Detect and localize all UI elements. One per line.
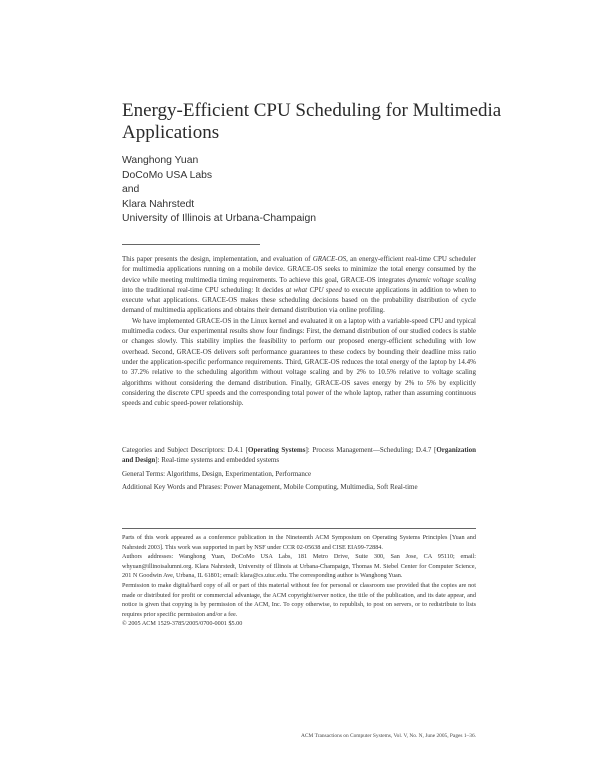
footnote-divider bbox=[122, 528, 476, 529]
footnote-permission: Permission to make digital/hard copy of all or part of this material without fee for personal or classroom use provided that the copies are not made or distributed for profit or commercial advantage, the ACM copyright/server notice, the title of the publication, and its date appear, and notice is given that copying is by permission of the ACM, Inc. To copy otherwise, to republish, to post on servers, or to redistribute to lists requires prior specific permission and/or a fee. bbox=[122, 581, 476, 618]
general-terms: General Terms: Algorithms, Design, Experimentation, Performance bbox=[122, 470, 312, 478]
author-name: Klara Nahrstedt bbox=[122, 198, 195, 210]
author-conjunction: and bbox=[122, 184, 140, 195]
author-affiliation: DoCoMo USA Labs bbox=[122, 169, 213, 181]
keywords: Additional Key Words and Phrases: Power Management, Mobile Computing, Multimedia, Soft Real-time bbox=[122, 483, 418, 491]
author-name: Wanghong Yuan bbox=[122, 155, 199, 166]
footnotes bbox=[122, 533, 476, 629]
abstract-divider bbox=[122, 244, 260, 245]
footnote-publication: Parts of this work appeared as a conference publication in the Nineteenth ACM Symposium on Operating Systems Principles [Yuan and Nahrstedt 2003]. This work was supported in part by NSF under CCR 02-05638 and CISE EIA99-72884. bbox=[122, 534, 476, 551]
abstract bbox=[122, 254, 476, 408]
footnote-addresses: Authors addresses: Wanghong Yuan, DoCoMo USA Labs, 181 Metro Drive, Suite 300, San Jose, CA 95110; email: whyuan@illinoisalumni.org. Klara Nahrstedt, University of Illinois at Urbana-Champaign, Thomas M. Siebel Center for Computer Science, 201 N Goodwin Ave, Urbana, IL 61801; email: klara@cs.uiuc.edu. The corresponding author is Wanghong Yuan. bbox=[122, 553, 476, 580]
running-footer: ACM Transactions on Computer Systems, Vol. V, No. N, June 2005, Pages 1–36. bbox=[301, 733, 476, 739]
paper-title: Energy-Efficient CPU Scheduling for Multimedia Applications bbox=[122, 100, 502, 143]
author-block bbox=[122, 154, 502, 227]
abstract-paragraph-1: This paper presents the design, implementation, and evaluation of GRACE-OS, an energy-efficient real-time CPU scheduler for multimedia applications running on a mobile device. GRACE-OS seeks to minimize the total energy consumed by the device while meeting multimedia timing requirements. To achieve this goal, GRACE-OS integrates dynamic voltage scaling into the traditional real-time CPU scheduling: It decides at what CPU speed to execute applications in addition to when to execute what applications. GRACE-OS makes these scheduling decisions based on the probability distribution of cycle demand of multimedia applications and obtains their demand distribution via online profiling. bbox=[122, 255, 476, 315]
abstract-paragraph-2: We have implemented GRACE-OS in the Linux kernel and evaluated it on a laptop with a variable-speed CPU and typical multimedia codecs. Our experimental results show four findings: First, the demand distribution of our studied codecs is stable or changes slowly. This stability implies the feasibility to perform our proposed energy-efficient scheduling with low overhead. Second, GRACE-OS delivers soft performance guarantees to these codecs by bounding their deadline miss ratio under the application-specific performance requirements. Third, GRACE-OS reduces the total energy of the laptop by 14.4% to 37.2% relative to the scheduling algorithm without voltage scaling and by 2% to 10.5% relative to voltage scaling algorithms without considering the demand distribution. Finally, GRACE-OS saves energy by 2% to 5% by explicitly considering the discrete CPU speeds and the corresponding total power of the whole laptop, rather than assuming continuous speeds and cubic speed-power relationship. bbox=[122, 316, 476, 408]
footnote-copyright: © 2005 ACM 1529-3785/2005/0700-0001 $5.00 bbox=[122, 620, 243, 628]
categories: Categories and Subject Descriptors: D.4.1 [Operating Systems]: Process Management—Scheduling; D.4.7 [Organization and Design]: Real-time systems and embedded systems bbox=[122, 446, 476, 465]
author-affiliation: University of Illinois at Urbana-Champaign bbox=[122, 213, 317, 224]
